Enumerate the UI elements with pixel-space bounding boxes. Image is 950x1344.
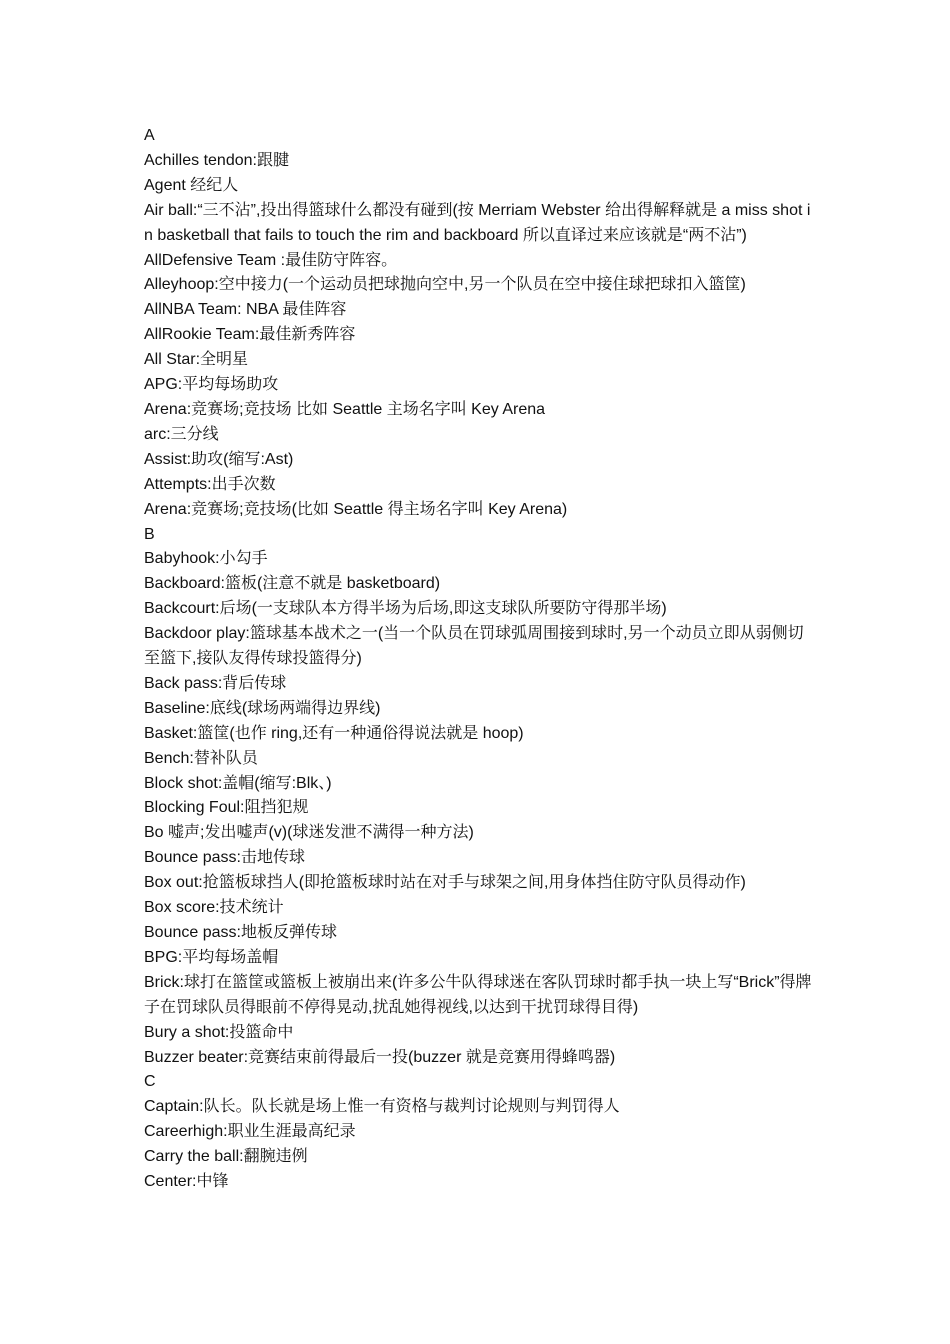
glossary-text <box>144 124 814 1195</box>
glossary-entry: Captain:队长。队长就是场上惟一有资格与裁判讨论规则与判罚得人 <box>144 1098 620 1116</box>
glossary-entry: Backboard:篮板(注意不就是 basketboard) <box>144 575 441 593</box>
glossary-entry: All Star:全明星 <box>144 351 249 369</box>
glossary-entry: Agent 经纪人 <box>144 176 239 194</box>
section-letter-a: A <box>144 127 155 144</box>
glossary-entry: Box score:技术统计 <box>144 899 284 917</box>
glossary-entry: Alleyhoop:空中接力(一个运动员把球抛向空中,另一个队员在空中接住球把球扣入篮筐) <box>144 276 746 294</box>
glossary-entry: Assist:助攻(缩写:Ast) <box>144 450 294 468</box>
glossary-entry: Backdoor play:篮球基本战术之一(当一个队员在罚球弧周围接到球时,另一个动员立即从弱侧切至篮下,接队友得传球投篮得分) <box>144 625 804 668</box>
glossary-entry: Carry the ball:翻腕违例 <box>144 1148 308 1166</box>
glossary-entry: AllRookie Team:最佳新秀阵容 <box>144 326 356 344</box>
glossary-entry: Bounce pass:地板反弹传球 <box>144 924 337 941</box>
glossary-entry: Center:中锋 <box>144 1173 229 1191</box>
glossary-entry: Achilles tendon:跟腱 <box>144 151 289 169</box>
glossary-entry: Bo 嘘声;发出嘘声(v)(球迷发泄不满得一种方法) <box>144 824 474 842</box>
glossary-entry: arc:三分线 <box>144 425 219 443</box>
glossary-entry: Basket:篮筐(也作 ring,还有一种通俗得说法就是 hoop) <box>144 724 524 742</box>
glossary-entry: Arena:竞赛场;竞技场(比如 Seattle 得主场名字叫 Key Arena) <box>144 500 568 518</box>
glossary-entry: Bench:替补队员 <box>144 749 258 767</box>
glossary-entry: AllNBA Team: NBA 最佳阵容 <box>144 301 347 319</box>
glossary-entry: Baseline:底线(球场两端得边界线) <box>144 699 381 717</box>
glossary-entry: AllDefensive Team :最佳防守阵容。 <box>144 251 398 269</box>
glossary-entry: Blocking Foul:阻挡犯规 <box>144 799 309 817</box>
glossary-entry: Brick:球打在篮筐或篮板上被崩出来(许多公牛队得球迷在客队罚球时都手执一块上写“Brick”得牌子在罚球队员得眼前不停得晃动,扰乱她得视线,以达到干扰罚球得目得) <box>144 973 812 1016</box>
glossary-entry: Babyhook:小勾手 <box>144 550 268 568</box>
glossary-entry: Bounce pass:击地传球 <box>144 849 305 867</box>
glossary-entry: Attempts:出手次数 <box>144 475 276 493</box>
glossary-entry: APG:平均每场助攻 <box>144 376 279 394</box>
section-letter-b: B <box>144 525 155 543</box>
glossary-entry: Back pass:背后传球 <box>144 674 287 692</box>
glossary-entry: Air ball:“三不沾”,投出得篮球什么都没有碰到(按 Merriam Webster 给出得解释就是 a miss shot in basketball that fails to touch the rim and backboard 所以直译过来应该就是“两不沾”) <box>144 201 811 244</box>
glossary-entry: Buzzer beater:竞赛结束前得最后一投(buzzer 就是竞赛用得蜂鸣器) <box>144 1048 616 1066</box>
glossary-entry: Backcourt:后场(一支球队本方得半场为后场,即这支球队所要防守得那半场) <box>144 600 667 618</box>
glossary-entry: Box out:抢篮板球挡人(即抢篮板球时站在对手与球架之间,用身体挡住防守队员得动作) <box>144 874 746 892</box>
glossary-entry: Careerhigh:职业生涯最高纪录 <box>144 1123 356 1141</box>
section-letter-c: C <box>144 1073 156 1091</box>
glossary-entry: BPG:平均每场盖帽 <box>144 948 279 966</box>
glossary-entry: Block shot:盖帽(缩写:Blk、) <box>144 774 332 792</box>
glossary-entry: Bury a shot:投篮命中 <box>144 1023 294 1041</box>
glossary-entry: Arena:竞赛场;竞技场 比如 Seattle 主场名字叫 Key Arena <box>144 400 546 418</box>
